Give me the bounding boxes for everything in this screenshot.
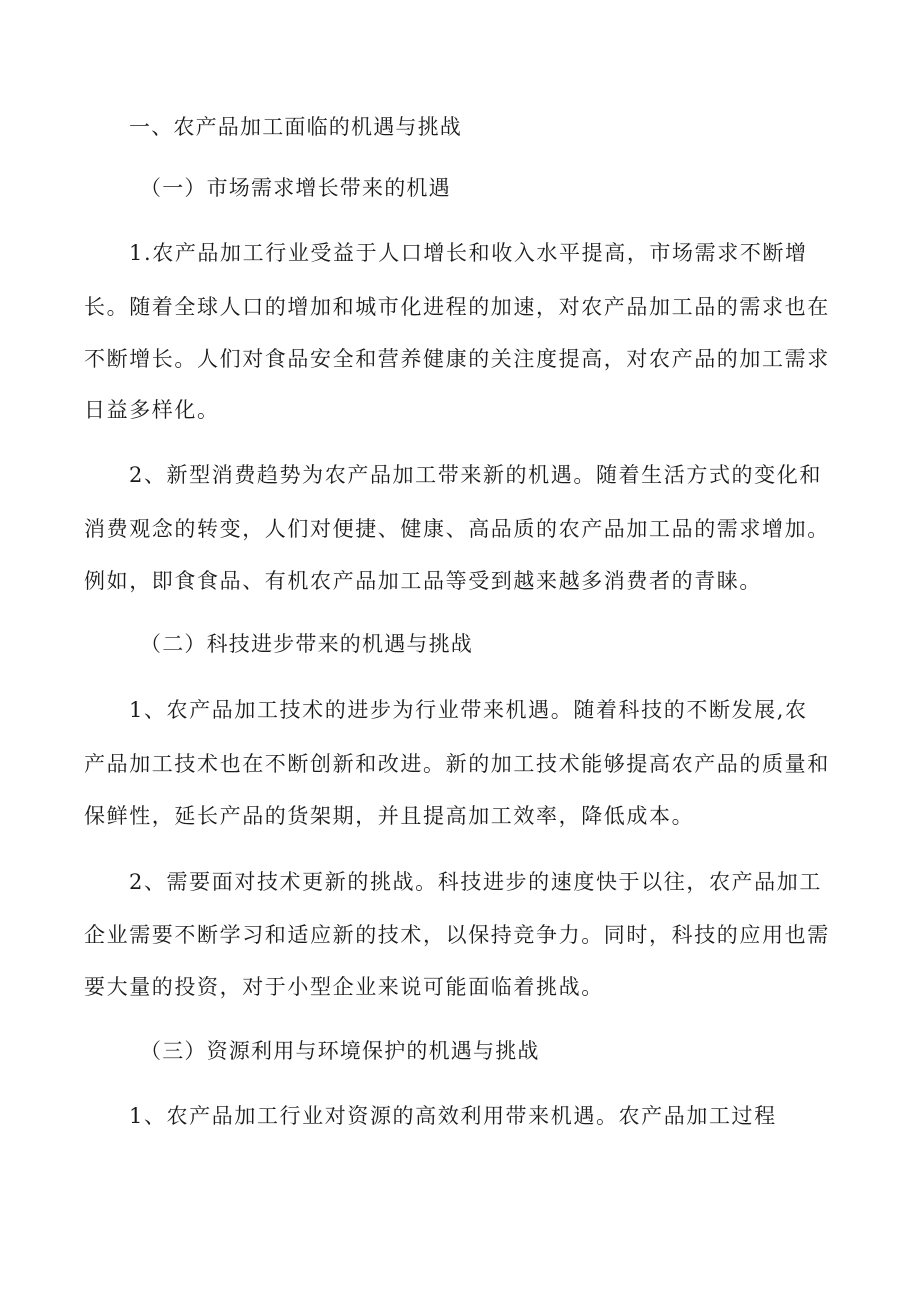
- paragraph-line: 消费观念的转变，人们对便捷、健康、高品质的农产品加工品的需求增加。: [84, 517, 830, 541]
- paragraph-line: 产品加工技术也在不断创新和改进。新的加工技术能够提高农产品的质量和: [84, 752, 830, 776]
- paragraph-line: 保鲜性，延长产品的货架期，并且提高加工效率，降低成本。: [84, 804, 695, 828]
- paragraph-line: 2、需要面对技术更新的挑战。科技进步的速度快于以往，农产品加工: [129, 870, 822, 894]
- paragraph-line: 1.农产品加工行业受益于人口增长和收入水平提高，市场需求不断增: [129, 241, 808, 265]
- paragraph-line: 要大量的投资，对于小型企业来说可能面临着挑战。: [84, 975, 604, 999]
- paragraph-line: 2、新型消费趋势为农产品加工带来新的机遇。随着生活方式的变化和: [129, 463, 822, 487]
- paragraph-line: 长。随着全球人口的增加和城市化进程的加速，对农产品加工品的需求也在: [84, 295, 830, 319]
- paragraph-line: 企业需要不断学习和适应新的技术，以保持竞争力。同时，科技的应用也需: [84, 923, 830, 947]
- paragraph-line: 1、农产品加工行业对资源的高效利用带来机遇。农产品加工过程: [129, 1104, 777, 1128]
- main-heading: 一、农产品加工面临的机遇与挑战: [129, 115, 462, 139]
- section-1-title: （一）市场需求增长带来的机遇: [140, 176, 451, 200]
- paragraph-line: 例如，即食食品、有机农产品加工品等受到越来越多消费者的青睐。: [84, 569, 762, 593]
- paragraph-line: 1、农产品加工技术的进步为行业带来机遇。随着科技的不断发展,农: [129, 698, 808, 722]
- section-2-title: （二）科技进步带来的机遇与挑战: [140, 632, 473, 656]
- paragraph-line: 不断增长。人们对食品安全和营养健康的关注度提高，对农产品的加工需求: [84, 347, 830, 371]
- paragraph-line: 日益多样化。: [84, 398, 220, 422]
- section-3-title: （三）资源利用与环境保护的机遇与挑战: [140, 1039, 540, 1063]
